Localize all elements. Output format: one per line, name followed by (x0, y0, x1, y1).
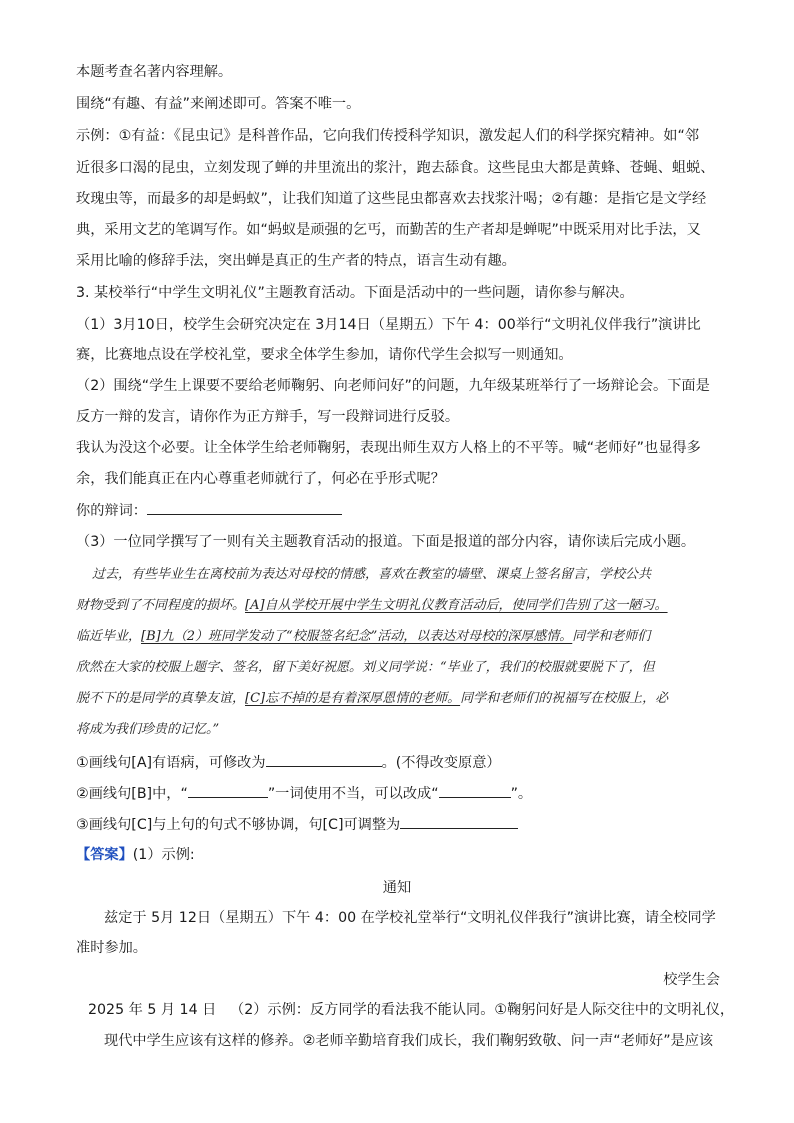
analysis-line-2: 围绕“有趣、有益”来阐述即可。答案不唯一。 (76, 96, 361, 112)
analysis-line-1: 本题考查名著内容理解。 (76, 64, 233, 80)
q2-line-4: 余，我们能真正在内心尊重老师就行了，何必在乎形式呢？ (76, 471, 445, 487)
underlined-sentence-a: [A]自从学校开展中学生文明礼仪教育活动后，使同学们告别了这一陋习。 (245, 598, 668, 613)
answer-intro: (1）示例: (132, 847, 195, 863)
sub2-blank-2[interactable] (439, 783, 511, 798)
notice-signature: 校学生会 (663, 972, 720, 988)
report-text: 同学和老师们 (572, 629, 651, 644)
notice-title: 通知 (382, 880, 412, 896)
answer-2-line-2: 现代中学生应该有这样的修养。②老师辛勤培育我们成长，我们鞠躬致敬、问一声“老师好”是应该 (104, 1033, 714, 1049)
report-line-1: 过去，有些毕业生在离校前为表达对母校的情感，喜欢在教室的墙壁、课桌上签名留言，学校公共 (92, 567, 652, 582)
sub2-text-mid: ”一词使用不当，可以改成“ (267, 786, 439, 802)
example-line-4: 典，采用文艺的笔调写作。如“蚂蚁是顽强的乞丐，而勤苦的生产者却是蝉呢”中既采用对比手法，又 (76, 222, 701, 238)
q2-line-3: 我认为没这个必要。让全体学生给老师鞠躬，表现出师生双方人格上的不平等。喊“老师好”也显得多 (76, 440, 701, 456)
report-text: 财物受到了不同程度的损坏。 (76, 598, 246, 613)
notice-date: 2025 年 5 月 14 日 (88, 1002, 217, 1018)
q2-line-2: 反方一辩的发言，请你作为正方辩手，写一段辩词进行反驳。 (76, 409, 460, 425)
example-line-2: 近很多口渴的昆虫，立刻发现了蝉的井里流出的浆汁，跑去舔食。这些昆虫大都是黄蜂、苍蝇、蛆蜕、 (76, 160, 715, 176)
answer-tag: 【答案】 (76, 847, 133, 863)
sub1-blank[interactable] (266, 752, 382, 767)
notice-body-2: 准时参加。 (76, 940, 147, 956)
sub1-text-end: 。(不得改变原意） (381, 755, 501, 771)
sub2-blank-1[interactable] (188, 783, 268, 798)
q2-line-1: （2）围绕“学生上课要不要给老师鞠躬、向老师问好”的问题，九年级某班举行了一场辩论会。下面是 (76, 378, 710, 394)
report-line-3 (76, 627, 650, 647)
debate-answer-row (76, 500, 342, 521)
underlined-sentence-b: [B]九（2）班同学发动了“校服签名纪念”活动，以表达对母校的深厚感情。 (141, 629, 573, 644)
sub-question-3 (76, 814, 518, 835)
underlined-sentence-c: [C]忘不掉的是有着深厚恩情的老师。 (245, 691, 461, 706)
sub-question-2 (76, 783, 532, 804)
example-line-1: 示例：①有益：《昆虫记》是科普作品，它向我们传授科学知识，激发起人们的科学探究精神。如“邻 (76, 128, 700, 144)
example-line-5: 采用比喻的修辞手法，突出蝉是真正的生产者的特点，语言生动有趣。 (76, 253, 516, 269)
sub-question-1 (76, 752, 501, 773)
notice-body-1: 兹定于 5月 12日（星期五）下午 4：00 在学校礼堂举行“文明礼仪伴我行”演讲比赛，请全校同学 (104, 910, 716, 926)
sub3-blank[interactable] (400, 814, 518, 829)
report-text: 脱不下的是同学的真挚友谊， (76, 691, 246, 706)
report-text: 同学和老师们的祝福写在校服上，必 (460, 691, 669, 706)
sub3-text: ③画线句[C]与上句的句式不够协调，句[C]可调整为 (76, 817, 401, 833)
debate-answer-label: 你的辩词： (76, 503, 147, 519)
report-line-6: 将成为我们珍贵的记忆。” (76, 722, 220, 737)
debate-answer-blank[interactable] (147, 500, 342, 515)
sub2-text: ②画线句[B]中，“ (76, 786, 188, 802)
report-line-4: 欣然在大家的校服上题字、签名，留下美好祝愿。刘义同学说：“毕业了，我们的校服就要脱下了，但 (76, 660, 655, 675)
q3-stem: （3）一位同学撰写了一则有关主题教育活动的报道。下面是报道的部分内容，请你读后完成小题。 (76, 534, 696, 550)
answer-2-line-1: （2）示例：反方同学的看法我不能认同。①鞠躬问好是人际交往中的文明礼仪， (230, 1002, 735, 1018)
example-line-3: 玫瑰虫等，而最多的却是蚂蚁”，让我们知道了这些昆虫都喜欢去找浆汁喝；②有趣：是指它是文学经 (76, 191, 707, 207)
report-line-2 (76, 596, 668, 616)
question-stem: 3. 某校举行“中学生文明礼仪”主题教育活动。下面是活动中的一些问题，请你参与解决。 (76, 285, 634, 301)
q1-line-1: （1）3月10日，校学生会研究决定在 3月14日（星期五）下午 4：00举行“文明礼仪伴我行”演讲比 (76, 317, 701, 333)
report-line-5 (76, 689, 668, 709)
sub2-text-end: ”。 (510, 786, 533, 802)
report-text: 临近毕业， (76, 629, 142, 644)
answer-heading (76, 845, 195, 865)
q1-line-2: 赛，比赛地点设在学校礼堂，要求全体学生参加，请你代学生会拟写一则通知。 (76, 347, 573, 363)
sub1-text: ①画线句[A]有语病，可修改为 (76, 755, 266, 771)
